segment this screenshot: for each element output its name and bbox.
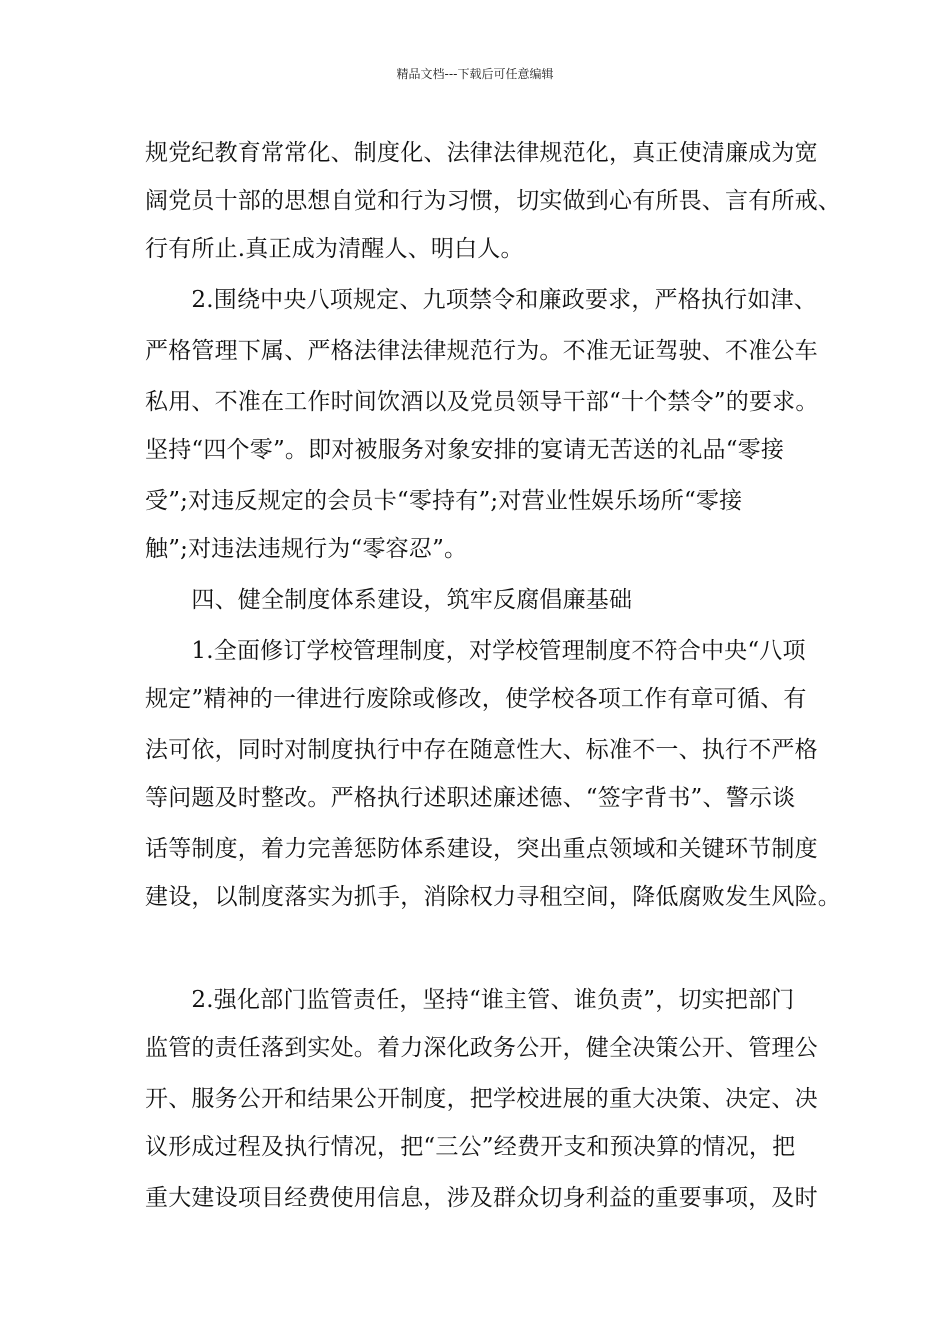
text-line: 私用、不准在工作时间饮酒以及党员领导干部“十个禁令”的要求。 [145,389,819,415]
text-line: 1.全面修订学校管理制度，对学校管理制度不符合中央“八项 [145,638,806,664]
text-line: 2.围绕中央八项规定、九项禁令和廉政要求，严格执行如津、 [145,287,817,313]
text-line: 议形成过程及执行情况，把“三公”经费开支和预决算的情况，把 [145,1134,796,1160]
text-line: 建设，以制度落实为抓手，消除权力寻租空间，降低腐败发生风险。 [145,884,841,910]
text-line: 2.强化部门监管责任，坚持“谁主管、谁负责”，切实把部门 [145,987,795,1013]
text-line: 阔党员十部的思想自觉和行为习惯，切实做到心有所畏、言有所戒、 [145,188,841,214]
text-line: 监管的责任落到实处。着力深化政务公开，健全决策公开、管理公 [145,1035,818,1061]
text-line: 受”;对违反规定的会员卡“零持有”;对营业性娱乐场所“零接 [145,488,743,514]
text-line: 严格管理下属、严格法律法律规范行为。不准无证驾驶、不准公车 [145,338,818,364]
text-line: 行有所止.真正成为清醒人、明白人。 [145,236,524,262]
text-line: 开、服务公开和结果公开制度，把学校进展的重大决策、决定、决 [145,1086,818,1112]
text-line: 重大建设项目经费使用信息，涉及群众切身利益的重要事项，及时 [145,1185,818,1211]
text-line: 触”;对违法违规行为“零容忍”。 [145,536,468,562]
text-line: 规党纪教育常常化、制度化、法律法律规范化，真正使清廉成为宽 [145,140,818,166]
text-line: 坚持“四个零”。即对被服务对象安排的宴请无苦送的礼品“零接 [145,437,785,463]
page-header: 精品文档---下载后可任意编辑 [396,67,554,81]
text-line: 话等制度，着力完善惩防体系建设，突出重点领域和关键环节制度 [145,836,818,862]
text-line: 等问题及时整改。严格执行述职述廉述德、“签字背书”、警示谈 [145,785,796,811]
text-line: 规定”精神的一律进行废除或修改，使学校各项工作有章可循、有 [145,686,807,712]
section-heading: 四、健全制度体系建设，筑牢反腐倡廉基础 [145,587,633,613]
text-line: 法可依，同时对制度执行中存在随意性大、标准不一、执行不严格 [145,737,818,763]
